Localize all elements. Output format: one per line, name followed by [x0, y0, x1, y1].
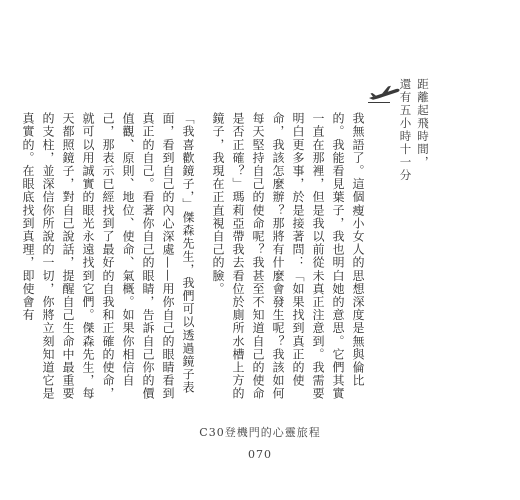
- paragraph-1: 我無語了。這個瘦小女人的思想深度是無與倫比的。我能看見葉子，我也明白她的意思。它們其實一直在那裡，但是我以前從未真正注意到。我需要明白更多事，於是接著問：「如果找到真正的使命，我該怎麼辦？那將有什麼會發生呢？我該如何每天堅持自己的使命呢？我甚至不知道自己的使命是否正確？」瑪莉亞帶我去看位於廁所水槽上方的鏡子，我現在正直視自己的臉。: [211, 112, 365, 401]
- paragraph-2: 「我喜歡鏡子，」傑森先生，我們可以透過鏡子表面，看到自己的內心深處——用你自己的眼睛看到真正的自己。看著你自己的眼睛，告訴自己你的價值觀、原則、地位、使命、氣概。如果你相信自己，那表示已經找到了最好的自我和正確的使命，就可以用誠實的眼光永遠找到它們。傑森先生，每天都照鏡子，對自己說話，提醒自己生命中最重要的支柱，並深信你所說的一切，你將立刻知道它是真實的。在眼底找到真理，即使會有: [21, 112, 195, 401]
- body-text: [21, 112, 368, 412]
- chapter-header: [399, 78, 428, 228]
- running-footer-title: C30登機門的心靈旅程: [199, 426, 321, 439]
- header-line-2: 還有五小時十一分: [398, 78, 413, 182]
- airplane-takeoff-icon: [366, 82, 402, 104]
- page-number: 070: [248, 448, 272, 461]
- header-line-1: 距離起飛時間，: [416, 78, 430, 169]
